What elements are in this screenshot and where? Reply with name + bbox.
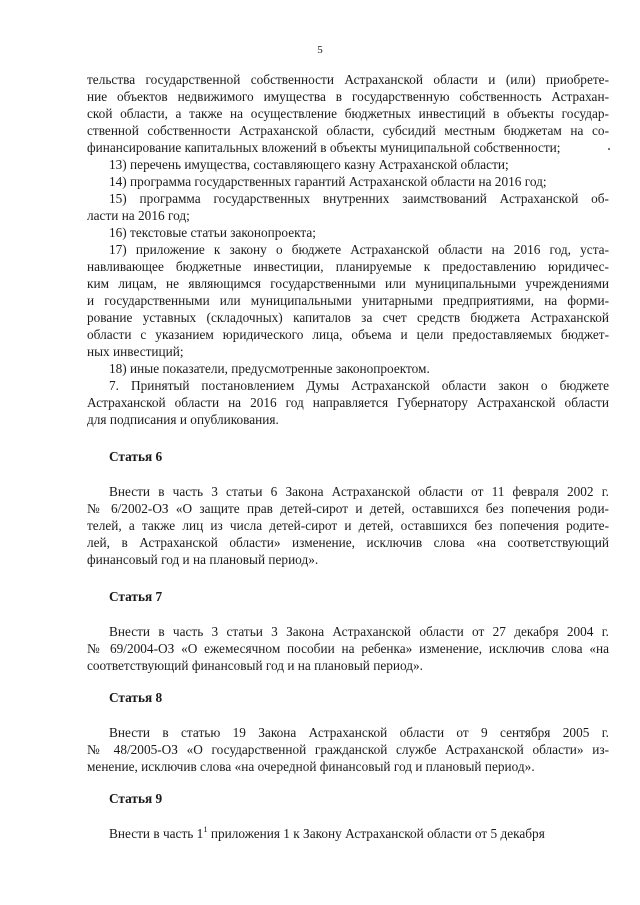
text-line: ким лицам, не являющимся государственными или муниципальными учреждениями xyxy=(87,276,609,291)
text-line: ласти на 2016 год; xyxy=(87,208,190,223)
text-line: для подписания и опубликования. xyxy=(87,412,279,427)
text-line: рование уставных (складочных) капиталов за счет средств бюджета Астраханской xyxy=(87,310,609,325)
list-item-14: 14) программа государственных гарантий Астраханской области на 2016 год; xyxy=(109,174,547,189)
text-line: навливающее бюджетные инвестиции, планируемые к предоставлению юридичес- xyxy=(87,259,609,274)
text-line: финансовый год и на плановый период». xyxy=(87,552,319,567)
list-item-18: 18) иные показатели, предусмотренные законопроектом. xyxy=(109,361,430,376)
article-9-heading: Статья 9 xyxy=(109,791,163,806)
article-9-text-end: приложения 1 к Закону Астраханской области от 5 декабря xyxy=(207,826,545,841)
text-line: № 48/2005-ОЗ «О государственной гражданской службе Астраханской области» из- xyxy=(87,742,609,757)
article-7-text: Внести в часть 3 статьи 3 Закона Астраханской области от 27 декабря 2004 г. xyxy=(109,624,609,639)
article-6-text: Внести в часть 3 статьи 6 Закона Астраханской области от 11 февраля 2002 г. xyxy=(109,484,609,499)
list-item-16: 16) текстовые статьи законопроекта; xyxy=(109,225,316,240)
page-number: 5 xyxy=(317,44,323,56)
article-8-heading: Статья 8 xyxy=(109,690,163,705)
text-line: и государственными или муниципальными унитарными предприятиями, на форми- xyxy=(87,293,609,308)
text-line: ние объектов недвижимого имущества в государственную собственность Астрахан- xyxy=(87,89,609,104)
text-line: № 69/2004-ОЗ «О ежемесячном пособии на ребенка» изменение, исключив слова «на xyxy=(87,641,609,656)
list-item-15: 15) программа государственных внутренних заимствований Астраханской об- xyxy=(109,191,609,206)
text-line: ственной собственности Астраханской области, субсидий местным бюджетам на со- xyxy=(87,123,609,138)
superscript: 1 xyxy=(203,824,208,834)
text-line: Астраханской области на 2016 год направляется Губернатору Астраханской области xyxy=(87,395,609,410)
scan-mark xyxy=(608,148,610,150)
text-line: тельства государственной собственности Астраханской области и (или) приобрете- xyxy=(87,72,609,87)
paragraph-7: 7. Принятый постановлением Думы Астраханской области закон о бюджете xyxy=(109,378,609,393)
list-item-17: 17) приложение к закону о бюджете Астраханской области на 2016 год, уста- xyxy=(109,242,609,257)
article-9-text xyxy=(109,826,545,842)
text-line: соответствующий финансовый год и на плановый период». xyxy=(87,658,424,673)
text-line: менение, исключив слова «на очередной финансовый год и плановый период». xyxy=(87,759,535,774)
article-7-heading: Статья 7 xyxy=(109,589,163,604)
text-line: телей, а также лиц из числа детей-сирот и детей, оставшихся без попечения родите- xyxy=(87,518,609,533)
text-line: финансирование капитальных вложений в объекты муниципальной собственности; xyxy=(87,140,561,155)
article-9-text-start: Внести в часть 1 xyxy=(109,826,204,841)
text-line: области с указанием юридического лица, объема и цели предоставляемых бюджет- xyxy=(87,327,609,342)
list-item-13: 13) перечень имущества, составляющего казну Астраханской области; xyxy=(109,157,509,172)
article-6-heading: Статья 6 xyxy=(109,449,163,464)
text-line: лей, в Астраханской области» изменение, исключив слова «на соответствующий xyxy=(87,535,609,550)
text-line: № 6/2002-ОЗ «О защите прав детей-сирот и детей, оставшихся без попечения роди- xyxy=(87,501,609,516)
article-8-text: Внести в статью 19 Закона Астраханской области от 9 сентября 2005 г. xyxy=(109,725,609,740)
text-line: ской области, а также на осуществление бюджетных инвестиций в объекты государ- xyxy=(87,106,609,121)
text-line: ных инвестиций; xyxy=(87,344,184,359)
